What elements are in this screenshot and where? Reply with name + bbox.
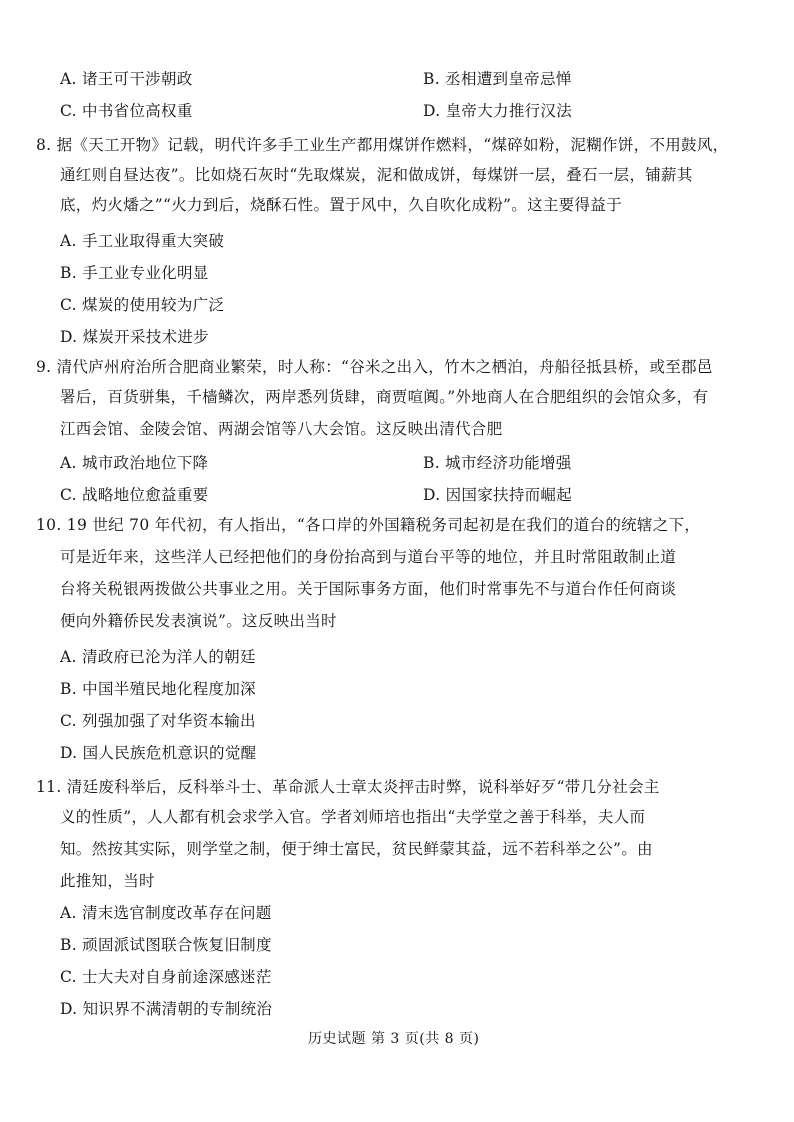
q7-option-d: D. 皇帝大力推行汉法 bbox=[423, 102, 573, 120]
q7-option-b: B. 丞相遭到皇帝忌惮 bbox=[423, 70, 572, 88]
q10-stem-line-4: 便向外籍侨民发表演说”。这反映出当时 bbox=[60, 612, 337, 630]
q11-option-c: C. 士大夫对自身前途深感迷茫 bbox=[60, 968, 272, 986]
q8-option-d: D. 煤炭开采技术进步 bbox=[60, 328, 210, 346]
q10-option-b: B. 中国半殖民地化程度加深 bbox=[60, 680, 256, 698]
q10-option-a: A. 清政府已沦为洋人的朝廷 bbox=[60, 648, 256, 666]
q11-option-a: A. 清末选官制度改革存在问题 bbox=[60, 904, 272, 922]
q10-option-c: C. 列强加强了对华资本输出 bbox=[60, 712, 256, 730]
q8-stem-line-3: 底，灼火燔之”“火力到后，烧酥石性。置于风中，久自吹化成粉”。这主要得益于 bbox=[60, 196, 622, 214]
q8-stem-line-2: 通红则自昼达夜”。比如烧石灰时“先取煤炭，泥和做成饼，每煤饼一层，叠石一层，铺薪其 bbox=[60, 166, 693, 184]
q7-option-a: A. 诸王可干涉朝政 bbox=[60, 70, 193, 88]
q7-option-c: C. 中书省位高权重 bbox=[60, 102, 193, 120]
q8-option-b: B. 手工业专业化明显 bbox=[60, 264, 209, 282]
q11-stem-line-2: 义的性质”，人人都有机会求学入官。学者刘师培也指出“夫学堂之善于科举，夫人而 bbox=[60, 808, 646, 826]
page-footer: 历史试题 第 3 页(共 8 页) bbox=[308, 1031, 480, 1047]
q11-option-d: D. 知识界不满清朝的专制统治 bbox=[60, 1000, 273, 1018]
q9-stem-line-3: 江西会馆、金陵会馆、两湖会馆等八大会馆。这反映出清代合肥 bbox=[60, 420, 503, 438]
q11-stem-line-4: 此推知，当时 bbox=[60, 872, 155, 890]
q11-stem-line-1: 11. 清廷废科举后，反科举斗士、革命派人士章太炎抨击时弊，说科举好歹“带几分社会主 bbox=[36, 778, 660, 796]
q11-stem-line-3: 知。然按其实际，则学堂之制，便于绅士富民，贫民鲜蒙其益，远不若科举之公”。由 bbox=[60, 840, 653, 858]
q9-option-b: B. 城市经济功能增强 bbox=[423, 454, 572, 472]
q10-stem-line-3: 台将关税银两拨做公共事业之用。关于国际事务方面，他们时常事先不与道台作任何商谈 bbox=[60, 580, 677, 598]
q8-option-c: C. 煤炭的使用较为广泛 bbox=[60, 296, 225, 314]
q8-option-a: A. 手工业取得重大突破 bbox=[60, 232, 225, 250]
q11-option-b: B. 顽固派试图联合恢复旧制度 bbox=[60, 936, 272, 954]
q10-option-d: D. 国人民族危机意识的觉醒 bbox=[60, 744, 257, 762]
q10-stem-line-1: 10. 19 世纪 70 年代初，有人指出，“各口岸的外国籍税务司起初是在我们的道台的统辖之下， bbox=[36, 516, 701, 534]
q9-stem-line-2: 署后，百货骈集，千樯鳞次，两岸悉列货肆，商贾喧阗。”外地商人在合肥组织的会馆众多，有 bbox=[60, 388, 709, 406]
q9-stem-line-1: 9. 清代庐州府治所合肥商业繁荣，时人称：“谷米之出入，竹木之栖泊，舟船径抵县桥，或至郡邑 bbox=[36, 358, 713, 376]
q8-stem-line-1: 8. 据《天工开物》记载，明代许多手工业生产都用煤饼作燃料，“煤碎如粉，泥糊作饼，不用鼓风， bbox=[36, 136, 729, 154]
q9-option-c: C. 战略地位愈益重要 bbox=[60, 486, 209, 504]
q9-option-d: D. 因国家扶持而崛起 bbox=[423, 486, 573, 504]
q10-stem-line-2: 可是近年来，这些洋人已经把他们的身份抬高到与道台平等的地位，并且时常阻敢制止道 bbox=[60, 548, 677, 566]
q9-option-a: A. 城市政治地位下降 bbox=[60, 454, 209, 472]
